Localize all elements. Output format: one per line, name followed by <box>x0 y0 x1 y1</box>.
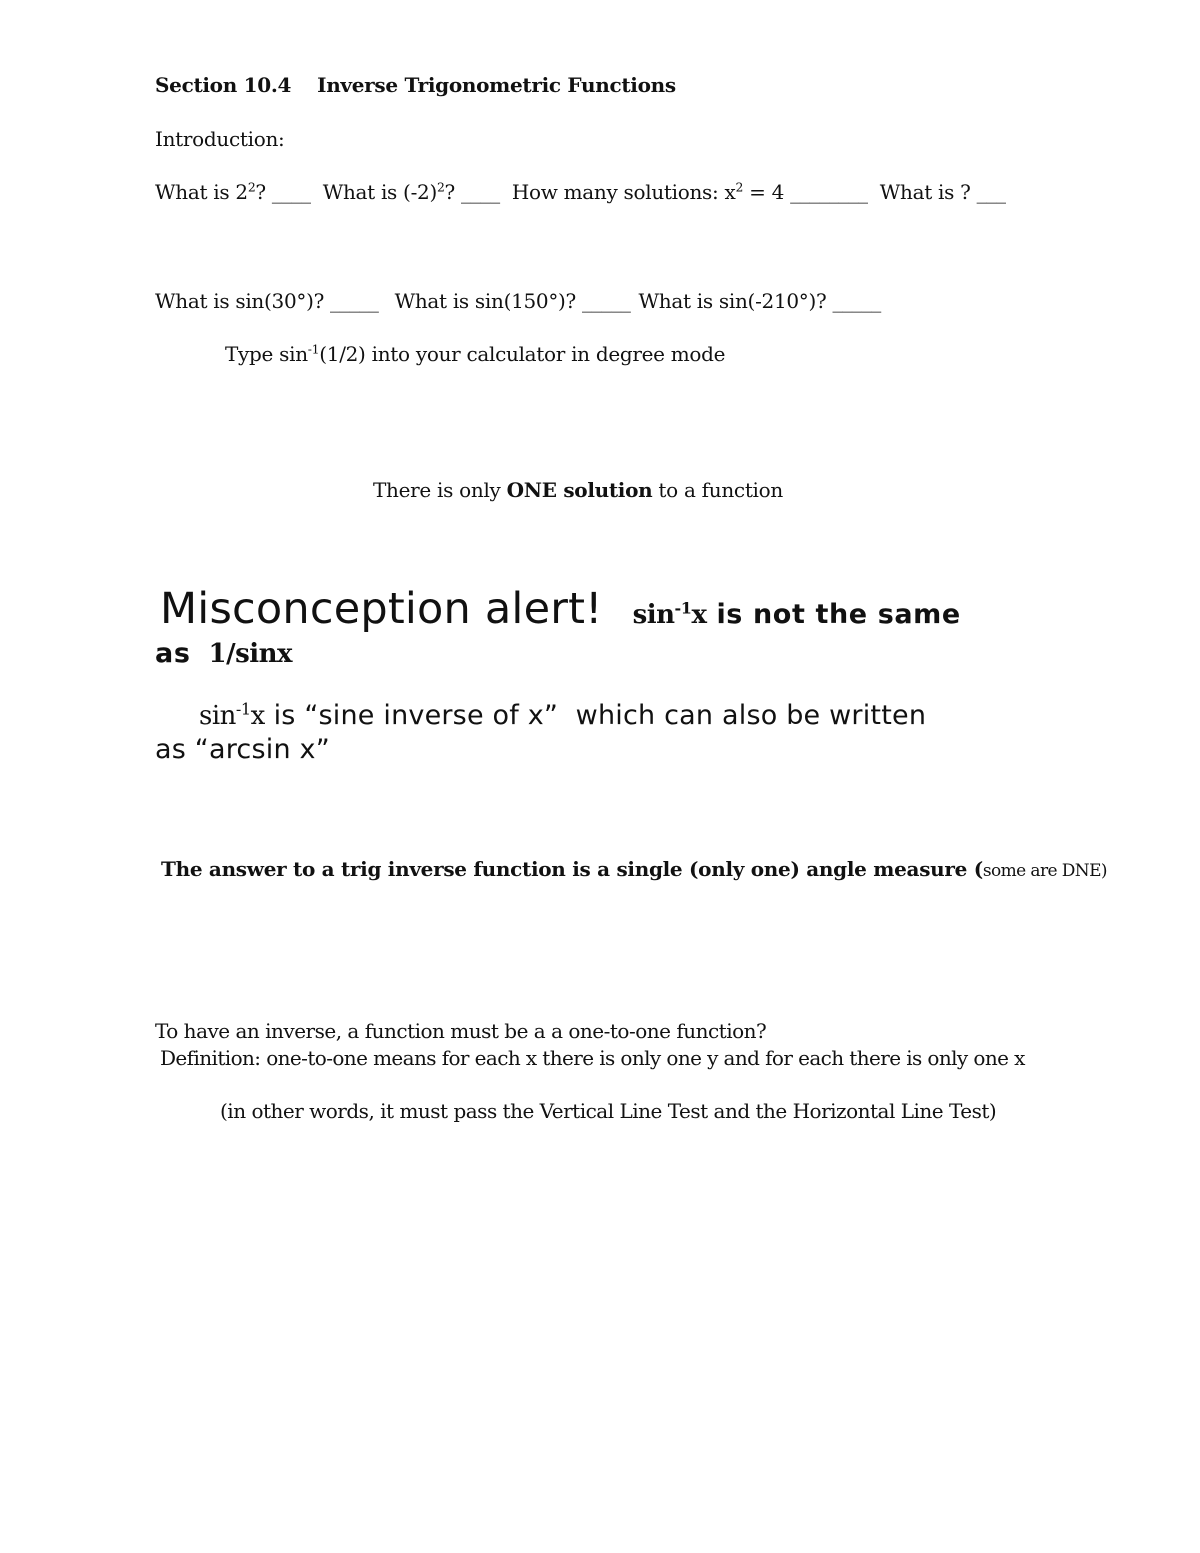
sine-inverse-line-1: $\sin^{-1}x$ is “sine inverse of x” which can also be written <box>199 699 927 731</box>
section-number: Section 10.4 <box>155 73 292 97</box>
sine-inverse-line-2: as “arcsin x” <box>155 734 330 765</box>
one-solution-note: There is only ONE solution to a function <box>373 478 783 502</box>
section-title: Inverse Trigonometric Functions <box>317 73 676 97</box>
question-sin-neg210: What is sin(-210°)? _____ <box>638 289 881 313</box>
question-row-1 <box>155 180 1006 204</box>
sin-inverse-x: $\sin^{-1}x$ <box>632 598 707 630</box>
line-test-note: (in other words, it must pass the Vertical Line Test and the Horizontal Line Test) <box>220 1099 997 1123</box>
question-solutions: How many solutions: $x^2 = 4$ ________ <box>511 179 868 204</box>
misconception-heading: Misconception alert! <box>160 584 603 634</box>
calculator-instruction: Type $\sin^{-1}(1/2)$ into your calculator in degree mode <box>225 341 726 366</box>
question-sin-30: What is sin(30°)? _____ <box>155 289 379 313</box>
section-heading <box>155 73 676 97</box>
answer-statement: The answer to a trig inverse function is a single (only one) angle measure (some are DNE) <box>161 857 1107 881</box>
one-to-one-definition: Definition: one-to-one means for each x there is only one y and for each there is only one x <box>160 1046 1025 1070</box>
question-row-2 <box>155 289 881 313</box>
one-to-one-question: To have an inverse, a function must be a a one-to-one function? <box>155 1019 767 1043</box>
question-what-is: What is ? ___ <box>879 180 1006 204</box>
intro-label: Introduction: <box>155 127 285 151</box>
question-sin-150: What is sin(150°)? _____ <box>394 289 631 313</box>
misconception-line-1: Misconception alert! $\sin^{-1}x$ is not the same <box>160 584 961 634</box>
misconception-line-2: as 1/sinx <box>155 638 293 669</box>
reciprocal-sin: 1/sinx <box>208 639 293 669</box>
question-2-squared: What is $2^2$? ____ <box>155 179 311 204</box>
question-neg2-squared: What is $(-2)^2$? ____ <box>322 179 500 204</box>
